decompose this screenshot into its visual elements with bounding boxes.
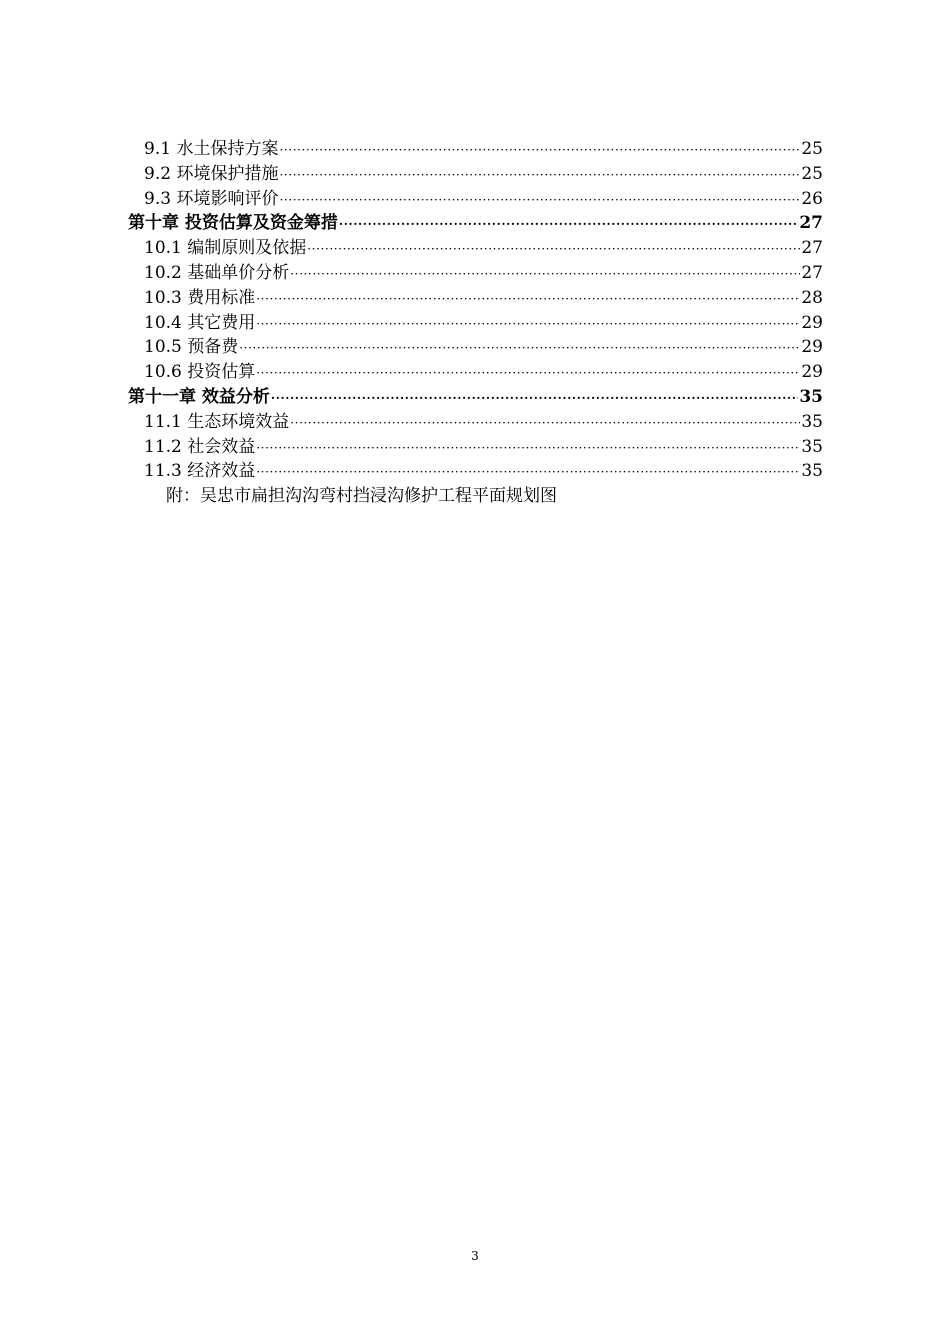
toc-entry-title: 10.6 投资估算 (144, 362, 256, 383)
toc-entry-9-3[interactable] (144, 187, 823, 212)
page-number: 3 (471, 1249, 479, 1263)
toc-entry-10-3[interactable] (144, 286, 823, 311)
toc-entry-title: 9.2 环境保护措施 (144, 163, 279, 184)
toc-entry-title: 10.1 编制原则及依据 (144, 238, 307, 259)
toc-dot-leader (279, 138, 800, 163)
toc-dot-leader (290, 411, 800, 436)
toc-dot-leader (279, 163, 800, 188)
toc-entry-10-1[interactable] (144, 236, 823, 261)
toc-chapter-page: 35 (799, 386, 823, 407)
toc-entry-11-3[interactable] (144, 459, 823, 484)
toc-entry-10-4[interactable] (144, 311, 823, 336)
toc-entry-page: 35 (801, 411, 823, 432)
toc-entry-page: 27 (801, 262, 823, 283)
toc-entry-title: 11.3 经济效益 (144, 461, 256, 482)
toc-entry-page: 29 (801, 362, 823, 383)
toc-dot-leader (307, 237, 800, 262)
toc-entry-title: 11.1 生态环境效益 (144, 411, 290, 432)
toc-appendix-note: 附：吴忠市扁担沟沟弯村挡浸沟修护工程平面规划图 (166, 486, 557, 507)
toc-entry-10-5[interactable] (144, 335, 823, 360)
toc-dot-leader (339, 212, 798, 237)
toc-dot-leader (256, 436, 800, 461)
toc-entry-page: 25 (801, 139, 823, 159)
toc-dot-leader (271, 386, 798, 411)
toc-entry-title: 9.3 环境影响评价 (144, 188, 279, 209)
table-of-contents (0, 137, 950, 509)
toc-entry-9-2[interactable] (144, 162, 823, 187)
toc-entry-page: 27 (801, 238, 823, 259)
toc-dot-leader (256, 361, 800, 386)
toc-entry-title: 10.4 其它费用 (144, 312, 256, 333)
toc-entry-page: 26 (801, 188, 823, 209)
toc-entry-title: 10.5 预备费 (144, 337, 239, 358)
toc-dot-leader (256, 460, 800, 485)
toc-chapter-title: 第十一章 效益分析 (128, 386, 270, 407)
toc-dot-leader (290, 262, 800, 287)
toc-entry-page: 35 (801, 436, 823, 457)
toc-entry-page: 28 (801, 287, 823, 308)
toc-entry-page: 25 (801, 163, 823, 184)
toc-entry-title: 9.1 水土保持方案 (144, 139, 279, 159)
toc-dot-leader (256, 312, 800, 337)
toc-entry-title: 11.2 社会效益 (144, 436, 256, 457)
toc-entry-page: 29 (801, 337, 823, 358)
toc-entry-page: 29 (801, 312, 823, 333)
toc-dot-leader (279, 188, 800, 213)
toc-dot-leader (239, 336, 800, 361)
toc-chapter-page: 27 (799, 213, 823, 234)
toc-entry-9-1[interactable] (144, 137, 823, 162)
toc-entry-10-2[interactable] (144, 261, 823, 286)
toc-chapter-title: 第十章 投资估算及资金筹措 (128, 213, 338, 234)
toc-entry-title: 10.2 基础单价分析 (144, 262, 290, 283)
toc-entry-10-6[interactable] (144, 360, 823, 385)
toc-dot-leader (256, 287, 800, 312)
toc-entry-11-2[interactable] (144, 435, 823, 460)
toc-chapter-10[interactable] (128, 211, 823, 236)
toc-entry-11-1[interactable] (144, 410, 823, 435)
toc-entry-title: 10.3 费用标准 (144, 287, 256, 308)
toc-chapter-11[interactable] (128, 385, 823, 410)
toc-entry-page: 35 (801, 461, 823, 482)
